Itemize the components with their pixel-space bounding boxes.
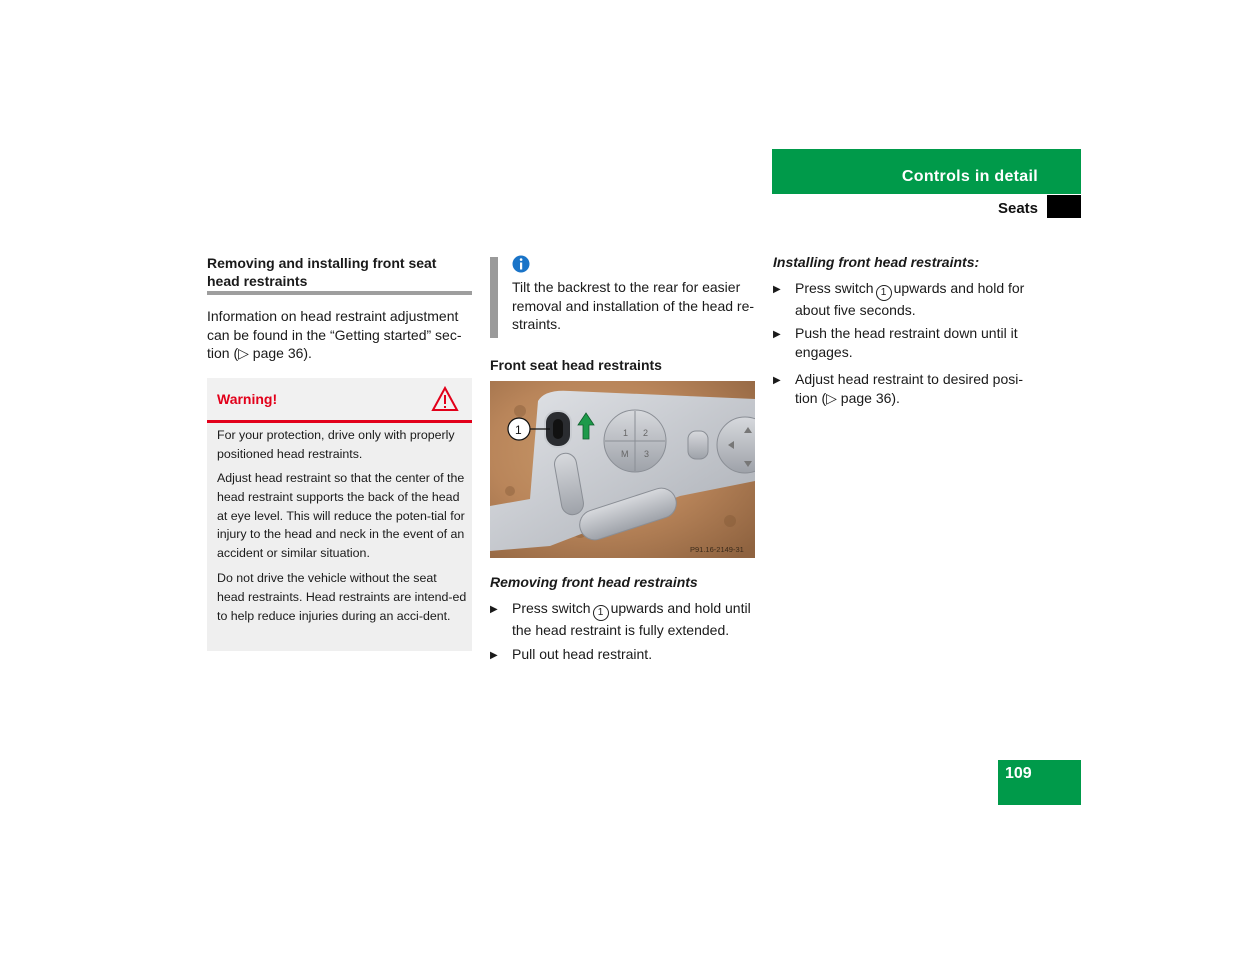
subsection-marker: [1047, 195, 1081, 218]
memory-button-m: M: [621, 449, 629, 459]
image-code: P91.16-2149-31: [690, 545, 744, 554]
removing-caption: Removing front head restraints: [490, 574, 698, 590]
warning-title: Warning!: [217, 391, 278, 407]
switch-ref-1: 1: [593, 605, 609, 621]
memory-button-3: 3: [644, 449, 650, 459]
removing-installing-heading: Removing and installing front seat head restraints: [207, 255, 437, 289]
warning-paragraph: Do not drive the vehicle without the seat head restraints. Head restraints are intend-ed to help reduce injuries during an acci-dent.: [217, 571, 467, 623]
bullet-arrow-icon: ▶: [490, 604, 498, 615]
subsection-title: Seats: [997, 200, 1038, 217]
section-title: Controls in detail: [901, 168, 1038, 185]
switch-ref-1: 1: [876, 285, 892, 301]
page-number: 109: [1005, 765, 1032, 782]
memory-button-2: 2: [643, 428, 649, 438]
intro-paragraph: Information on head restraint adjustment can be found in the “Getting started” sec-tion (▷ page 36).: [207, 308, 462, 361]
warning-rule: [207, 420, 472, 423]
bullet-arrow-icon: ▶: [773, 329, 781, 340]
bullet-arrow-icon: ▶: [773, 375, 781, 386]
front-seat-head-restraints-heading: Front seat head restraints: [490, 357, 662, 373]
image-callout-1: 1: [515, 423, 522, 437]
info-icon: [512, 255, 530, 273]
memory-button-1: 1: [623, 428, 629, 438]
warning-paragraph: Adjust head restraint so that the center of the head restraint supports the back of the head at eye level. This will reduce the poten-tial for injury to the head and neck in the event of an accident or similar situation.: [217, 471, 465, 561]
seat-control-photo: [490, 381, 755, 558]
bullet-arrow-icon: ▶: [490, 650, 498, 661]
bullet-arrow-icon: ▶: [773, 284, 781, 295]
installing-heading: Installing front head restraints:: [773, 254, 980, 270]
warning-paragraph: For your protection, drive only with properly positioned head restraints.: [217, 428, 455, 461]
note-bar: [490, 257, 498, 338]
heading-rule: [207, 291, 472, 295]
note-text: Tilt the backrest to the rear for easier removal and installation of the head re-straints.: [512, 279, 755, 332]
warning-triangle-icon: [431, 386, 459, 412]
